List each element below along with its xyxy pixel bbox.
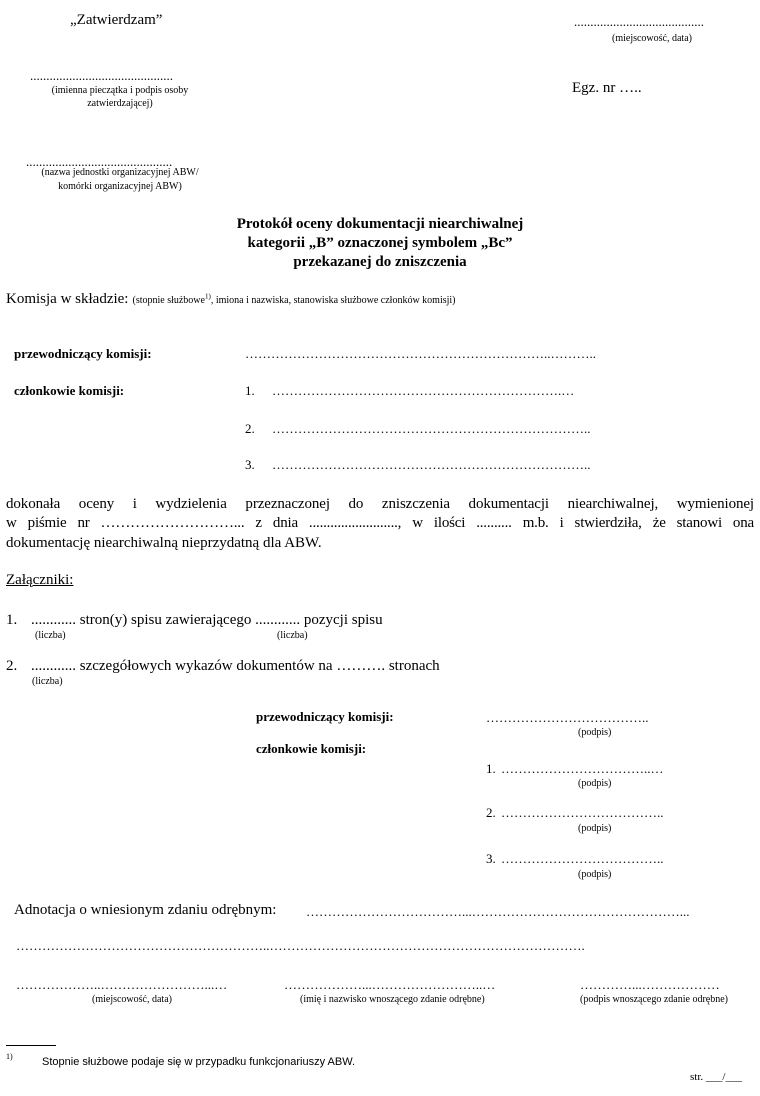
sig-chair-label: przewodniczący komisji:	[256, 709, 394, 724]
stamp-label-2: zatwierdzającej)	[87, 98, 153, 109]
sig-chair-podpis: (podpis)	[578, 727, 612, 738]
body-line-3: dokumentację niearchiwalną nieprzydatną dla ABW.	[6, 535, 322, 551]
attachment-2-text: ............ szczegółowych wykazów dokumentów na ………. stronach	[31, 658, 440, 674]
page-number: str. ___/___	[690, 1071, 742, 1083]
place-date-label: (miejscowość, data)	[612, 33, 692, 44]
attachment-1-num: 1.	[6, 612, 18, 628]
attachment-1-text: ............ stron(y) spisu zawierającego ............ pozycji spisu	[31, 612, 383, 628]
sig-member-3-num: 3.	[486, 851, 496, 866]
title-line-2: kategorii „B” oznaczonej symbolem „Bc”	[247, 235, 513, 251]
dissent-dots-1: ………………..……………………...…	[16, 977, 228, 992]
attachment-2-num: 2.	[6, 658, 18, 674]
dissent-dots-2: ………………...……………………..…	[284, 977, 496, 992]
commission-line	[6, 290, 456, 308]
dissent-label-dots: ………………………………...…………………………………………...	[306, 904, 690, 919]
commission-label: Komisja w składzie:	[6, 291, 129, 307]
approval-label: „Zatwierdzam”	[70, 12, 163, 28]
stamp-dots: ............................................	[30, 68, 173, 83]
sig-member-1-num: 1.	[486, 761, 496, 776]
commission-note: (stopnie służbowe$^{1)}$, imiona i nazwiska, stanowiska służbowe członków komisji)	[132, 292, 456, 306]
unit-label-2: komórki organizacyjnej ABW)	[58, 181, 182, 192]
sig-member-1-podpis: (podpis)	[578, 778, 612, 789]
footnote-mark: 1)	[6, 1052, 13, 1061]
dissent-line-2: …………………………………………………..……………………………………………………………….	[16, 938, 585, 953]
member-2-dots: ………………………………………………………………..	[272, 421, 591, 436]
unit-dots: .............................................	[26, 154, 173, 169]
member-3-num: 3.	[245, 457, 255, 472]
sig-member-2-podpis: (podpis)	[578, 823, 612, 834]
dissent-label: Adnotacja o wniesionym zdaniu odrębnym:	[14, 902, 277, 918]
sig-member-2-num: 2.	[486, 805, 496, 820]
sig-member-3-podpis: (podpis)	[578, 869, 612, 880]
attachment-1-sub-2: (liczba)	[277, 630, 308, 641]
sig-member-1-dots: ……………………………..…	[501, 761, 664, 776]
chair-dots: ……………………………………………………………..………..	[245, 346, 596, 361]
member-3-dots: ………………………………………………………………..	[272, 457, 591, 472]
dissent-dots-3: …………...………………	[580, 977, 720, 992]
copy-number: Egz. nr …..	[572, 80, 642, 96]
attachments-label: Załączniki:	[6, 572, 74, 588]
sig-chair-dots: ………………………………..	[486, 710, 649, 725]
attachment-1-sub-1: (liczba)	[35, 630, 66, 641]
footnote-rule	[6, 1045, 56, 1046]
sig-members-label: członkowie komisji:	[256, 741, 367, 756]
title-line-3: przekazanej do zniszczenia	[293, 254, 467, 270]
sig-member-3-dots: ………………………………..	[501, 851, 664, 866]
sig-member-2-dots: ………………………………..	[501, 805, 664, 820]
dissent-label-3: (podpis wnoszącego zdanie odrębne)	[580, 994, 728, 1005]
stamp-label-1: (imienna pieczątka i podpis osoby	[51, 85, 189, 96]
chair-label: przewodniczący komisji:	[14, 346, 152, 361]
member-1-dots: ………………………………………………………….…	[272, 383, 575, 398]
dissent-label-1: (miejscowość, data)	[92, 994, 172, 1005]
members-label: członkowie komisji:	[14, 383, 125, 398]
unit-label-1: (nazwa jednostki organizacyjnej ABW/	[41, 167, 199, 178]
title-line-1: Protokół oceny dokumentacji niearchiwalnej	[236, 216, 524, 232]
footnote-text: Stopnie służbowe podaje się w przypadku funkcjonariuszy ABW.	[42, 1056, 356, 1068]
attachment-2-sub-1: (liczba)	[32, 676, 63, 687]
member-2-num: 2.	[245, 421, 255, 436]
place-date-dots: ........................................	[574, 14, 704, 29]
member-1-num: 1.	[245, 383, 255, 398]
body-line-1: dokonała oceny i wydzielenia przeznaczonej do zniszczenia dokumentacji niearchiwalnej, wymienionej	[6, 496, 754, 512]
dissent-label-2: (imię i nazwisko wnoszącego zdanie odrębne)	[300, 994, 485, 1005]
body-line-2: w piśmie nr ………………………... z dnia ........................., w ilości .......... m.b. i stwierdziła, że stanowi ona	[6, 515, 754, 531]
